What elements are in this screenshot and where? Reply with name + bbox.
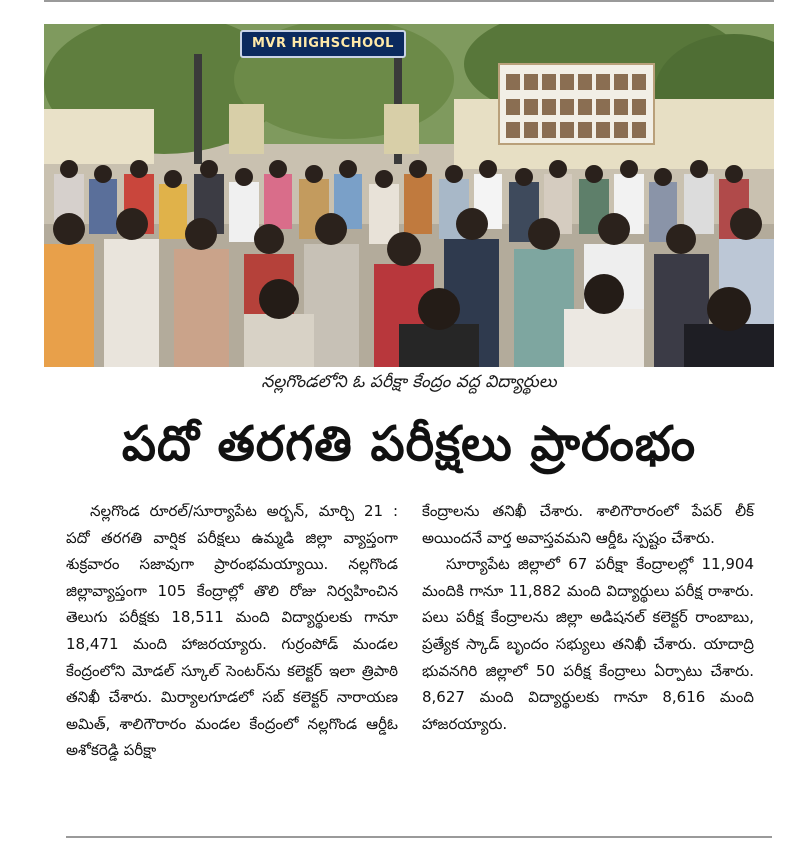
paragraph: నల్లగొండ రూరల్/సూర్యాపేట అర్బన్, మార్చి 21 : పదో తరగతి వార్షిక పరీక్షలు ఉమ్మడి జిల్లా వ్యాప్తంగా శుక్రవారం సజావుగా ప్రారంభమయ్యాయి. నల్లగొండ జిల్లావ్యాప్తంగా 105 కేంద్రాల్లో తొలి రోజు నిర్వహించిన తెలుగు పరీక్షకు 18,511 మంది విద్యార్థులకు గానూ 18,471 మంది హాజరయ్యారు. గుర్రంపోడ్ మండల కేంద్రంలోని మోడల్ స్కూల్ సెంటర్‌ను కలెక్టర్ ఇలా త్రిపాఠి తనిఖీ చేశారు. మిర్యాలగూడలో సబ్ కలెక్టర్ నారాయణ అమిత్, శాలిగౌరారం మండల కేంద్రంలో నల్లగొండ ఆర్డీఓ అశోకరెడ్డి పరీక్షా: [66, 502, 398, 760]
school-sign: MVR HIGHSCHOOL: [240, 30, 406, 58]
bottom-rule: [66, 836, 772, 838]
paragraph: సూర్యాపేట జిల్లాలో 67 పరీక్షా కేంద్రాలల్లో 11,904 మందికి గానూ 11,882 మంది విద్యార్థులు పరీక్ష రాశారు. పలు పరీక్ష కేంద్రాలను జిల్లా అడిషనల్ కలెక్టర్ రాంబాబు, ప్రత్యేక స్కాడ్ బృందం సభ్యులు తనిఖీ చేశారు. యాదాద్రి భువనగిరి జిల్లాలో 50 పరీక్ష కేంద్రాలు ఏర్పాటు చేశారు. 8,627 మంది విద్యార్థులకు గానూ 8,616 మంది హాజరయ్యారు.: [422, 555, 754, 733]
article-column-right: [422, 498, 754, 737]
photo-caption: నల్లగొండలోని ఓ పరీక్షా కేంద్రం వద్ద విద్యార్థులు: [261, 372, 557, 392]
article-column-left: [66, 498, 398, 764]
paragraph: కేంద్రాలను తనిఖీ చేశారు. శాలిగౌరారంలో పేపర్ లీక్ అయిందనే వార్త అవాస్తవమని ఆర్డీఓ స్పష్టం చేశారు.: [422, 502, 754, 547]
top-rule: [44, 0, 774, 2]
article-body: [66, 498, 776, 828]
headline: పదో తరగతి పరీక్షలు ప్రారంభం: [121, 416, 697, 472]
news-photo: [44, 24, 774, 367]
crowd-photo-illustration: [44, 24, 774, 367]
